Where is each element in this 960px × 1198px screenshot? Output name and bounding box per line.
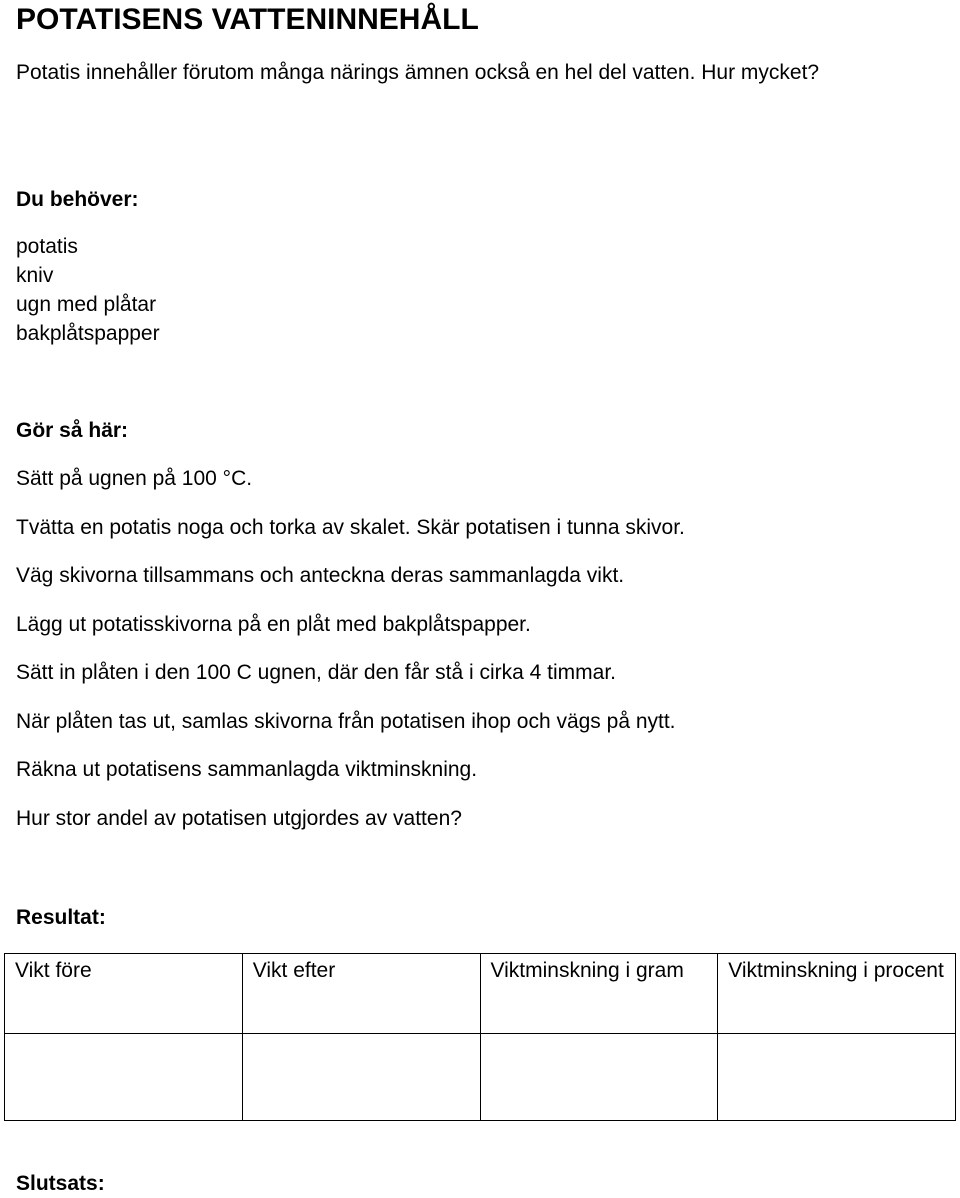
- instruction-step: Lägg ut potatisskivorna på en plåt med bakplåtspapper.: [16, 612, 531, 636]
- results-column-header: Viktminskning i gram: [480, 954, 718, 1034]
- instruction-step: Väg skivorna tillsammans och anteckna deras sammanlagda vikt.: [16, 564, 625, 587]
- results-column-header: Vikt efter: [242, 954, 480, 1034]
- results-cell[interactable]: [480, 1034, 718, 1121]
- materials-item: ugn med plåtar: [16, 293, 157, 316]
- instruction-step: Hur stor andel av potatisen utgjordes av vatten?: [16, 806, 462, 830]
- materials-heading: Du behöver:: [16, 188, 139, 211]
- instruction-step: Tvätta en potatis noga och torka av skalet. Skär potatisen i tunna skivor.: [16, 515, 685, 539]
- results-cell[interactable]: [5, 1034, 243, 1121]
- instruction-step: Sätt in plåten i den 100 C ugnen, där den får stå i cirka 4 timmar.: [16, 661, 616, 684]
- results-column-header: Vikt före: [5, 954, 243, 1034]
- results-cell[interactable]: [242, 1034, 480, 1121]
- materials-item: bakplåtspapper: [16, 322, 160, 345]
- instruction-step: När plåten tas ut, samlas skivorna från potatisen ihop och vägs på nytt.: [16, 709, 676, 733]
- results-data-row: [5, 1034, 956, 1121]
- page-title: POTATISENS VATTENINNEHÅLL: [16, 3, 479, 36]
- results-heading: Resultat:: [16, 906, 106, 929]
- intro-paragraph: Potatis innehåller förutom många närings ämnen också en hel del vatten. Hur mycket?: [16, 61, 820, 84]
- instruction-step: Sätt på ugnen på 100 °C.: [16, 467, 253, 490]
- materials-item: potatis: [16, 235, 78, 258]
- results-table: [4, 953, 956, 1121]
- results-column-header: Viktminskning i procent: [718, 954, 956, 1034]
- materials-list: [16, 232, 160, 348]
- results-header-row: [5, 954, 956, 1034]
- instructions-heading: Gör så här:: [16, 419, 129, 442]
- instruction-step: Räkna ut potatisens sammanlagda viktminskning.: [16, 758, 478, 781]
- materials-item: kniv: [16, 264, 54, 287]
- results-cell[interactable]: [718, 1034, 956, 1121]
- conclusion-heading: Slutsats:: [16, 1172, 105, 1195]
- instructions-list: [16, 464, 685, 852]
